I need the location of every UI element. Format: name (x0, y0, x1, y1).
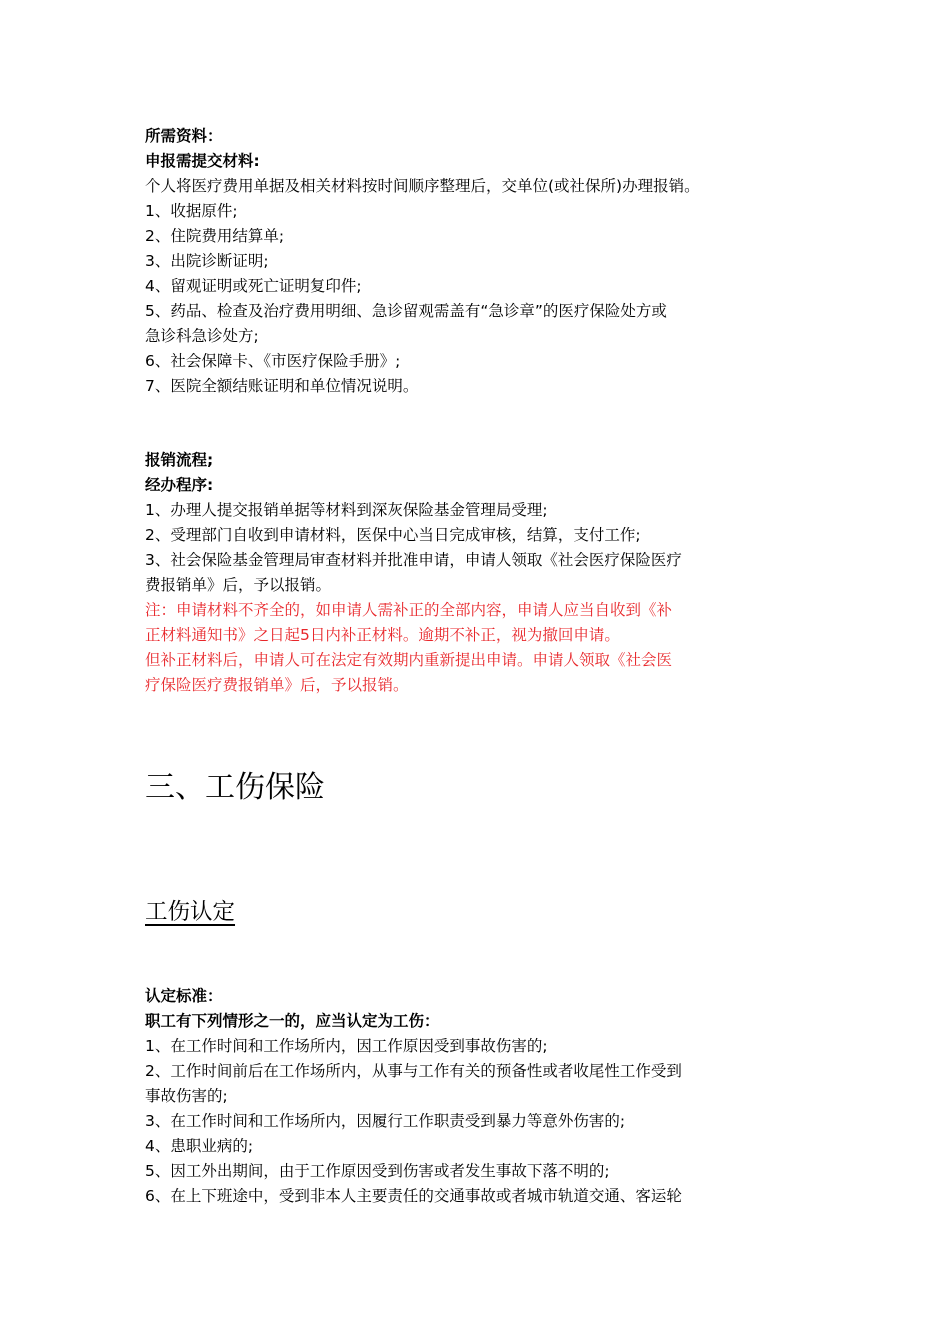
process-item: 2、受理部门自收到申请材料，医保中心当日完成审核，结算，支付工作; (145, 526, 641, 544)
document-page (145, 124, 835, 1209)
process-note: 但补正材料后，申请人可在法定有效期内重新提出申请。申请人领取《社会医 (145, 651, 673, 669)
criteria-item: 事故伤害的; (145, 1087, 228, 1105)
criteria-subheading: 职工有下列情形之一的，应当认定为工伤： (145, 1012, 440, 1030)
materials-subheading: 申报需提交材料: (145, 152, 260, 170)
materials-item: 2、住院费用结算单; (145, 227, 285, 245)
criteria-item: 5、因工外出期间，由于工作原因受到伤害或者发生事故下落不明的; (145, 1162, 610, 1180)
materials-item: 5、药品、检查及治疗费用明细、急诊留观需盖有“急诊章”的医疗保险处方或 (145, 302, 667, 320)
criteria-heading: 认定标准： (145, 987, 223, 1005)
chapter-title: 三、工伤保险 (145, 770, 325, 805)
materials-heading: 所需资料： (145, 127, 223, 145)
materials-item: 4、留观证明或死亡证明复印件; (145, 277, 362, 295)
materials-item: 7、医院全额结账证明和单位情况说明。 (145, 377, 419, 395)
spacer (145, 399, 835, 448)
criteria-item: 4、患职业病的; (145, 1137, 254, 1155)
process-item: 3、社会保险基金管理局审查材料并批准申请，申请人领取《社会医疗保险医疗 (145, 551, 682, 569)
criteria-item: 6、在上下班途中，受到非本人主要责任的交通事故或者城市轨道交通、客运轮 (145, 1187, 682, 1205)
process-item: 1、办理人提交报销单据等材料到深灰保险基金管理局受理; (145, 501, 548, 519)
spacer (145, 928, 835, 984)
process-note: 疗保险医疗费报销单》后，予以报销。 (145, 676, 409, 694)
section-title: 工伤认定 (145, 899, 236, 925)
spacer (145, 698, 835, 768)
process-item: 费报销单》后，予以报销。 (145, 576, 332, 594)
materials-item: 1、收据原件; (145, 202, 238, 220)
process-heading: 报销流程; (145, 451, 214, 469)
criteria-item: 3、在工作时间和工作场所内，因履行工作职责受到暴力等意外伤害的; (145, 1112, 626, 1130)
process-subheading: 经办程序: (145, 476, 214, 494)
materials-item: 急诊科急诊处方; (145, 327, 259, 345)
materials-item: 3、出院诊断证明; (145, 252, 269, 270)
materials-intro: 个人将医疗费用单据及相关材料按时间顺序整理后，交单位(或社保所)办理报销。 (145, 177, 700, 195)
process-note: 注：申请材料不齐全的，如申请人需补正的全部内容，申请人应当自收到《补 (145, 601, 673, 619)
criteria-item: 1、在工作时间和工作场所内，因工作原因受到事故伤害的; (145, 1037, 548, 1055)
criteria-item: 2、工作时间前后在工作场所内，从事与工作有关的预备性或者收尾性工作受到 (145, 1062, 682, 1080)
materials-item: 6、社会保障卡、《市医疗保险手册》; (145, 352, 401, 370)
spacer (145, 808, 835, 896)
process-note: 正材料通知书》之日起5日内补正材料。逾期不补正，视为撤回申请。 (145, 626, 620, 644)
